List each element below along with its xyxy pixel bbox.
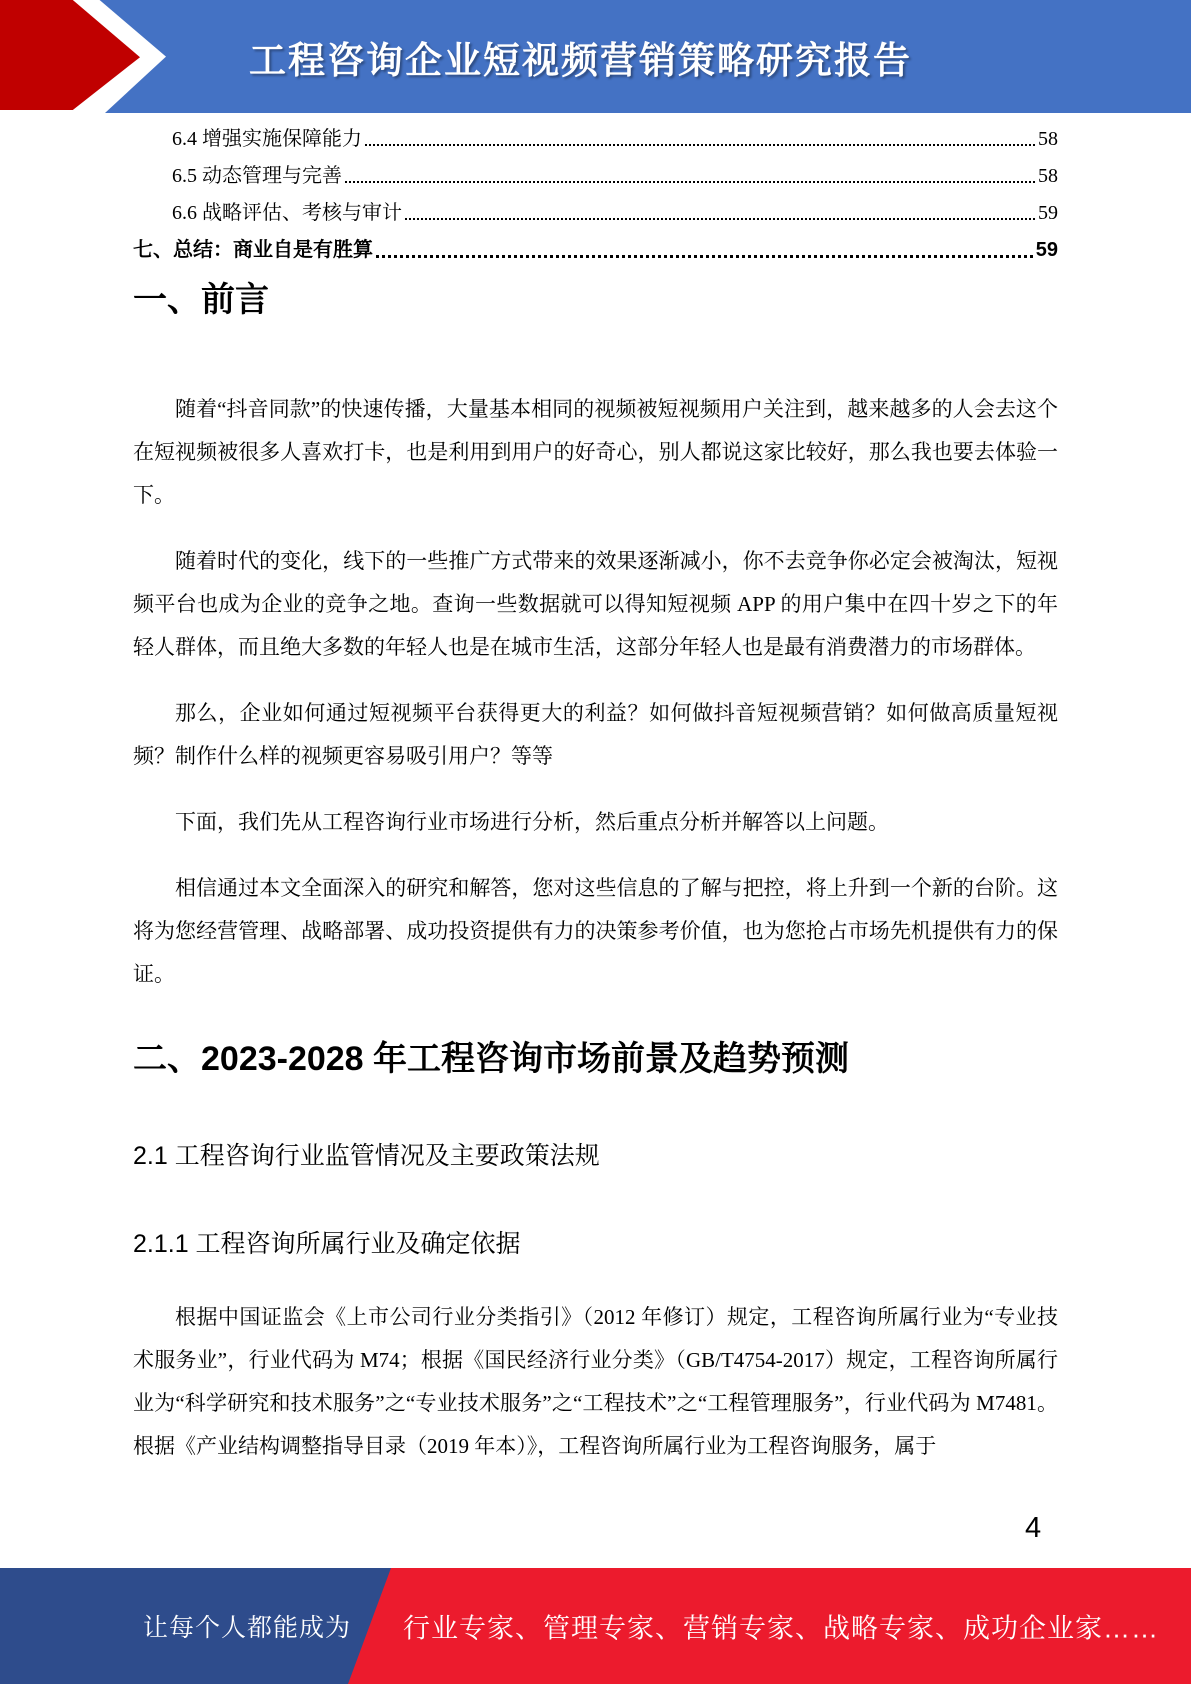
- report-title: 工程咨询企业短视频营销策略研究报告: [249, 39, 912, 81]
- paragraph: 随着“抖音同款”的快速传播，大量基本相同的视频被短视频用户关注到，越来越多的人会去这个在短视频被很多人喜欢打卡，也是利用到用户的好奇心，别人都说这家比较好，那么我也要去体验一下。: [133, 396, 1058, 507]
- toc-dot-leader: [345, 181, 1035, 183]
- subsection-heading-2-1: 2.1 工程咨询行业监管情况及主要政策法规: [133, 1141, 600, 1170]
- subsection-heading-2-1-1: 2.1.1 工程咨询所属行业及确定依据: [133, 1229, 521, 1258]
- toc-dot-leader: [376, 255, 1033, 258]
- toc-entry-label: 6.6 战略评估、考核与审计: [172, 202, 402, 224]
- toc-page-number: 59: [1038, 202, 1058, 224]
- toc-dot-leader: [405, 218, 1035, 220]
- paragraph: 那么，企业如何通过短视频平台获得更大的利益？如何做抖音短视频营销？如何做高质量短视频？制作什么样的视频更容易吸引用户？等等: [133, 700, 1058, 768]
- toc-entry-label: 七、总结：商业自是有胜算: [133, 239, 373, 261]
- table-of-contents: [133, 116, 1058, 264]
- toc-dot-leader: [365, 144, 1035, 146]
- footer-slogan-left: 让每个人都能成为: [143, 1614, 352, 1642]
- toc-page-number: 58: [1038, 128, 1058, 150]
- paragraph: 随着时代的变化，线下的一些推广方式带来的效果逐渐减小，你不去竞争你必定会被淘汰，短视频平台也成为企业的竞争之地。查询一些数据就可以得知短视频 APP 的用户集中在四十岁之下的年轻人群体，而且绝大多数的年轻人也是在城市生活，这部分年轻人也是最有消费潜力的市场群体。: [133, 548, 1058, 659]
- footer-slogan-right: 行业专家、管理专家、营销专家、战略专家、成功企业家……: [403, 1613, 1159, 1644]
- toc-entry-label: 6.4 增强实施保障能力: [172, 128, 362, 150]
- toc-entry[interactable]: [133, 116, 1058, 153]
- toc-page-number: 59: [1035, 239, 1058, 261]
- toc-page-number: 58: [1038, 165, 1058, 187]
- toc-entry[interactable]: [133, 227, 1058, 264]
- paragraph: 下面，我们先从工程咨询行业市场进行分析，然后重点分析并解答以上问题。: [175, 809, 889, 834]
- toc-entry[interactable]: [133, 153, 1058, 190]
- toc-entry-label: 6.5 动态管理与完善: [172, 165, 342, 187]
- toc-entry[interactable]: [133, 190, 1058, 227]
- page-content: [133, 0, 1058, 1468]
- section-heading-market-forecast: 二、2023-2028 年工程咨询市场前景及趋势预测: [133, 1039, 850, 1078]
- paragraph: 根据中国证监会《上市公司行业分类指引》（2012 年修订）规定，工程咨询所属行业为“专业技术服务业”，行业代码为 M74；根据《国民经济行业分类》（GB/T4754-2017）规定，工程咨询所属行业为“科学研究和技术服务”之“专业技术服务”之“工程技术”之“工程管理服务”，行业代码为 M7481。根据《产业结构调整指导目录（2019 年本）》，工程咨询所属行业为工程咨询服务，属于: [133, 1304, 1058, 1458]
- page-number: 4: [1025, 1512, 1042, 1544]
- section-heading-preface: 一、前言: [133, 281, 269, 319]
- footer-banner: [0, 1568, 1191, 1684]
- paragraph: 相信通过本文全面深入的研究和解答，您对这些信息的了解与把控，将上升到一个新的台阶。这将为您经营管理、战略部署、成功投资提供有力的决策参考价值，也为您抢占市场先机提供有力的保证。: [133, 875, 1058, 986]
